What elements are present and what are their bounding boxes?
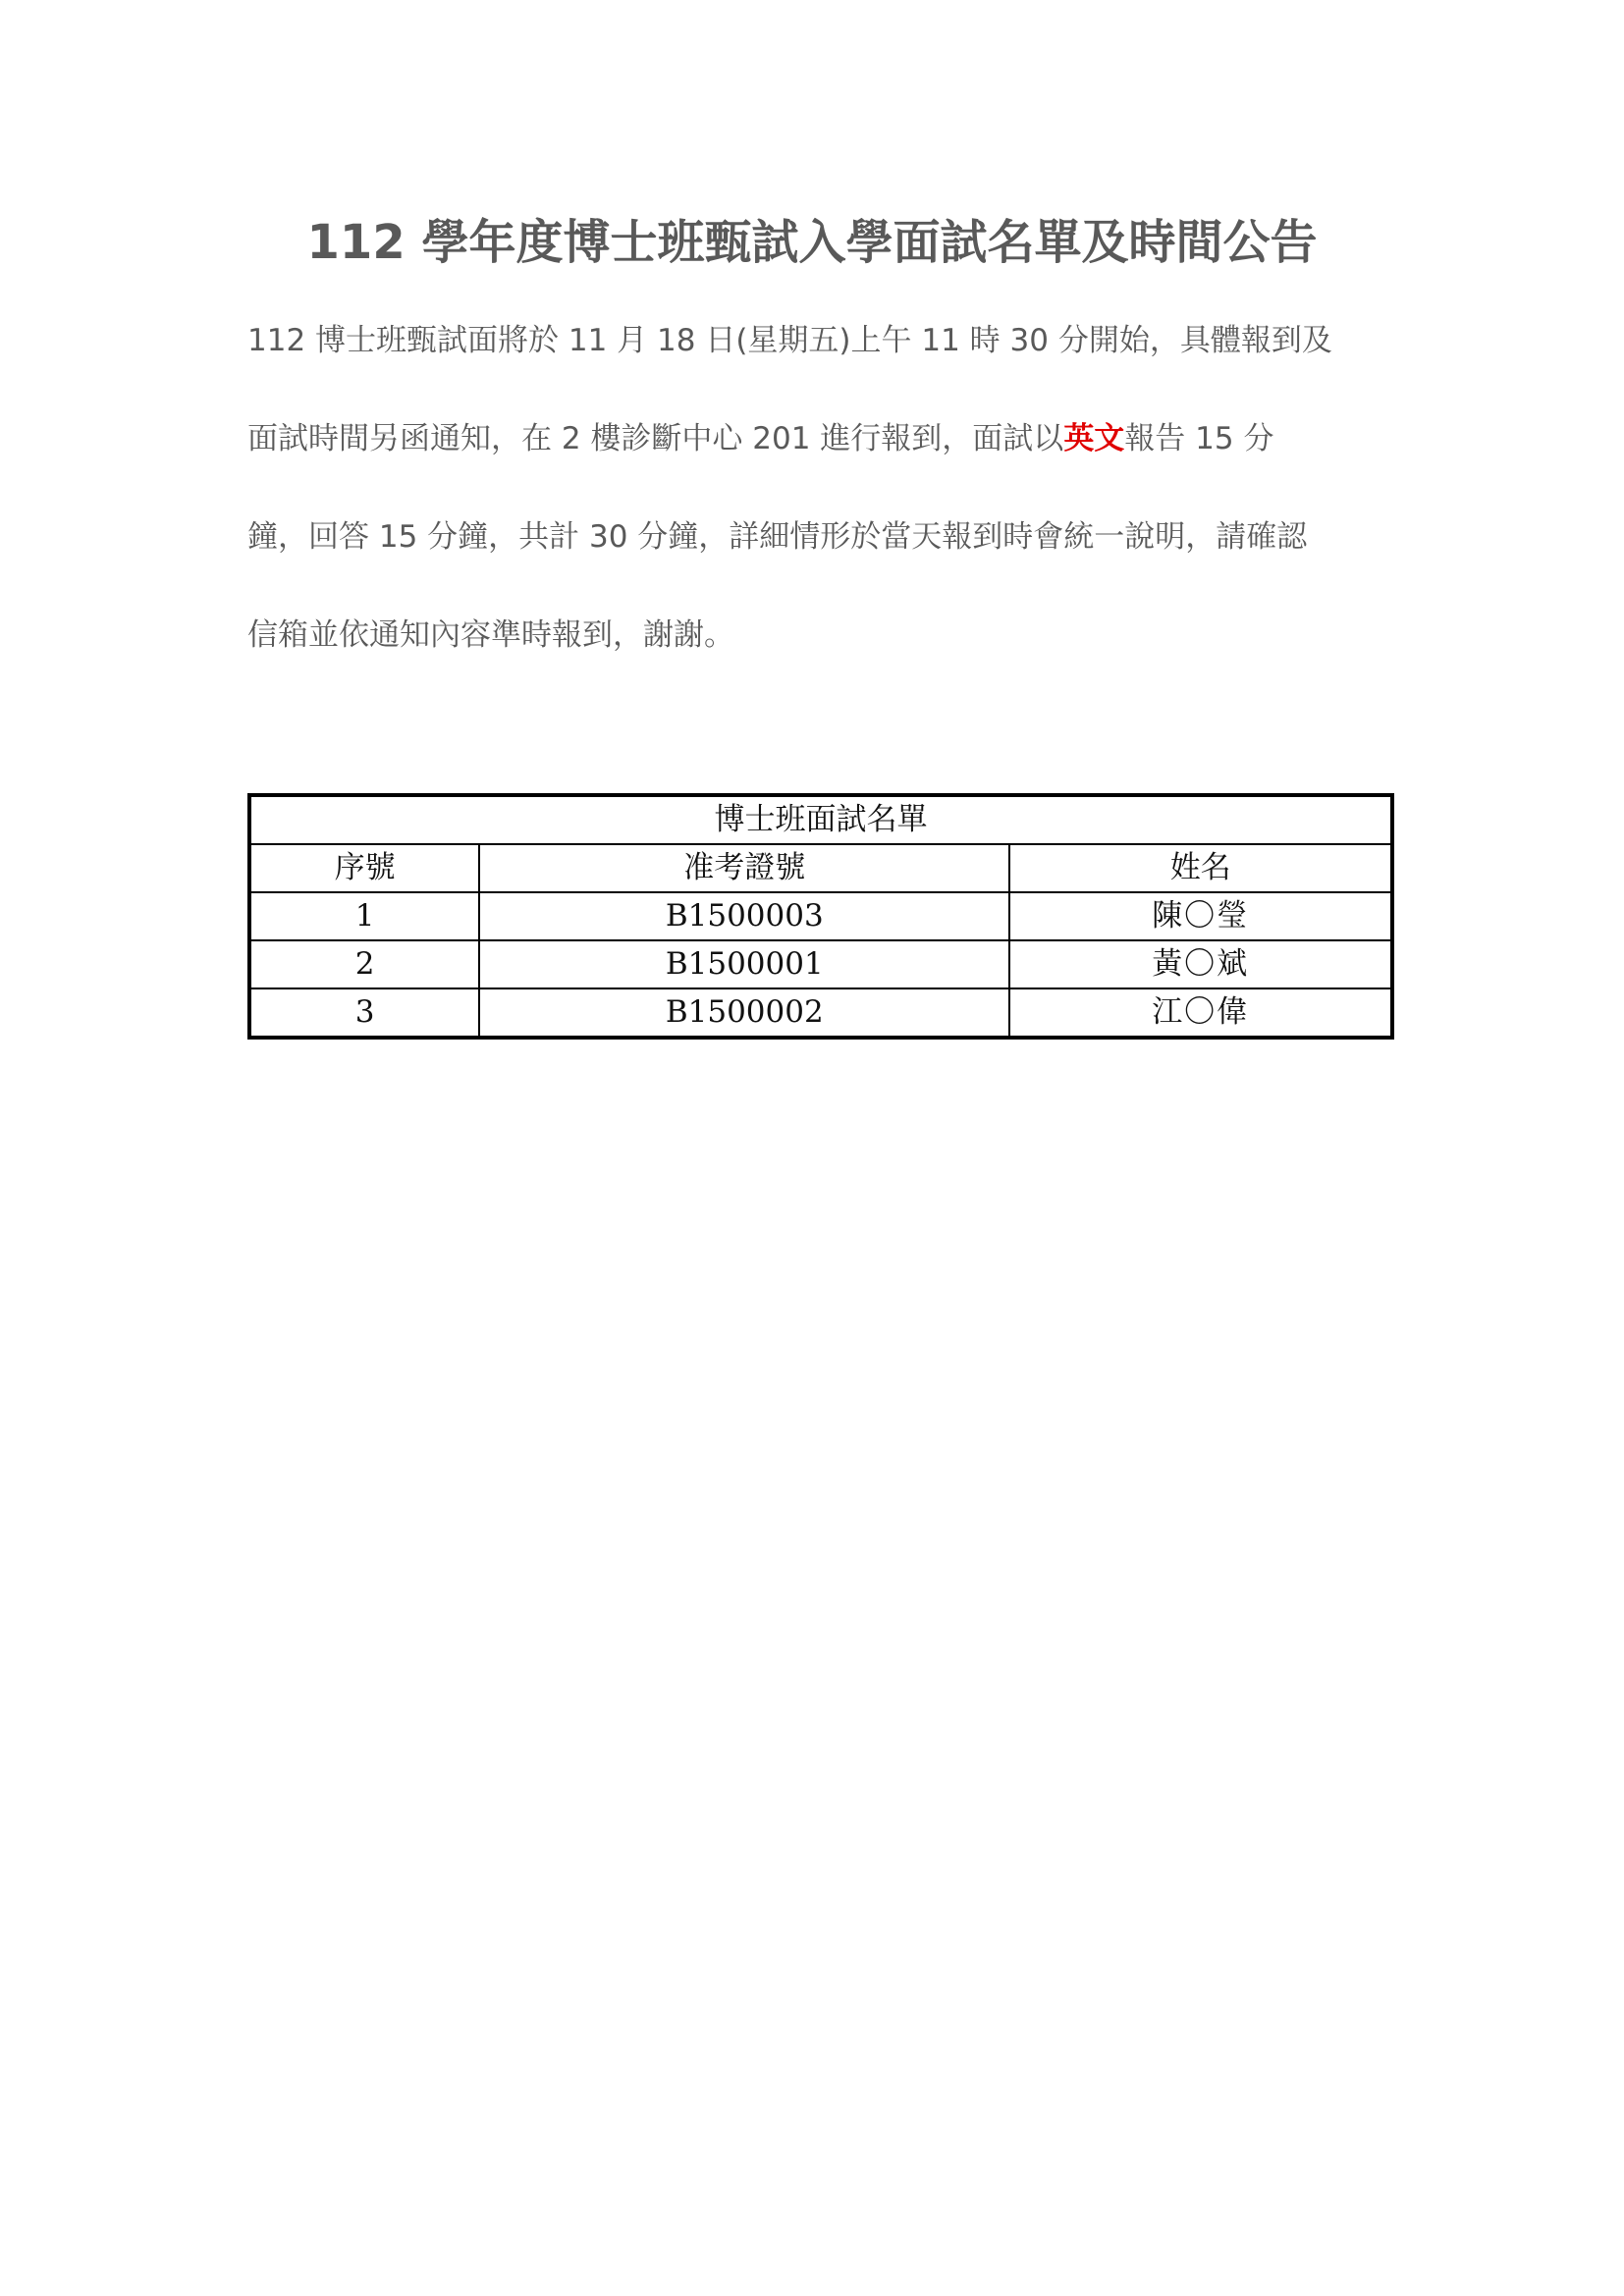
table-row [249, 940, 1392, 988]
cell-name: 黃〇斌 [1009, 940, 1392, 988]
table-header-row [249, 844, 1392, 892]
cell-exam-id: B1500002 [479, 988, 1009, 1038]
header-seq: 序號 [249, 844, 479, 892]
table-caption: 博士班面試名單 [249, 795, 1392, 844]
header-exam-id: 准考證號 [479, 844, 1009, 892]
notice-line-4: 信箱並依通知內容準時報到，謝謝。 [247, 617, 734, 653]
cell-exam-id: B1500003 [479, 892, 1009, 940]
table-row [249, 988, 1392, 1038]
notice-line-2-end: 報告 15 分 [1124, 421, 1274, 456]
cell-name: 陳〇瑩 [1009, 892, 1392, 940]
cell-seq: 2 [249, 940, 479, 988]
header-name: 姓名 [1009, 844, 1392, 892]
cell-exam-id: B1500001 [479, 940, 1009, 988]
page-title: 112 學年度博士班甄試入學面試名單及時間公告 [306, 215, 1318, 270]
cell-name: 江〇偉 [1009, 988, 1392, 1038]
notice-line-2 [247, 414, 1273, 463]
cell-seq: 3 [249, 988, 479, 1038]
notice-highlight-english: 英文 [1063, 421, 1125, 456]
interview-roster-table [247, 793, 1394, 1040]
notice-line-3: 鐘，回答 15 分鐘，共計 30 分鐘，詳細情形於當天報到時會統一說明，請確認 [247, 519, 1308, 555]
table-row [249, 892, 1392, 940]
table-caption-row [249, 795, 1392, 844]
notice-line-2-start: 面試時間另函通知，在 2 樓診斷中心 201 進行報到，面試以 [247, 421, 1064, 456]
cell-seq: 1 [249, 892, 479, 940]
notice-line-1: 112 博士班甄試面將於 11 月 18 日(星期五)上午 11 時 30 分開始，具體報到及 [247, 323, 1332, 358]
